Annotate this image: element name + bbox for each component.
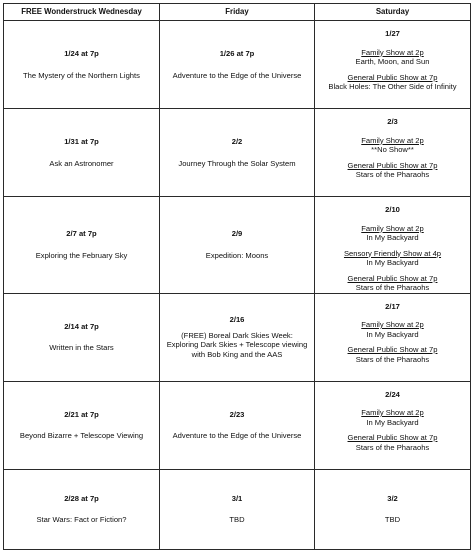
show-title: Stars of the Pharaohs <box>355 170 430 179</box>
show-title: In My Backyard <box>366 258 419 267</box>
show-item <box>320 136 465 155</box>
show-title: In My Backyard <box>366 233 419 242</box>
saturday-cell <box>315 469 471 549</box>
show-title: Stars of the Pharaohs <box>355 442 430 452</box>
saturday-cell <box>315 293 471 381</box>
friday-cell <box>160 197 315 294</box>
event-title: Expedition: Moons <box>205 250 269 260</box>
show-title: In My Backyard <box>366 329 419 339</box>
friday-cell <box>160 469 315 549</box>
table-row <box>4 381 471 469</box>
saturday-cell <box>315 109 471 197</box>
show-link[interactable]: General Public Show at 7p <box>347 72 438 82</box>
header-friday: Friday <box>160 4 315 21</box>
friday-cell <box>160 109 315 197</box>
show-item <box>320 274 465 293</box>
saturday-cell <box>315 21 471 109</box>
event-date: 3/2 <box>387 493 398 503</box>
header-row <box>4 4 471 21</box>
show-item <box>320 408 465 427</box>
event-date: 2/28 at 7p <box>64 493 99 503</box>
show-title: Black Holes: The Other Side of Infinity <box>328 82 457 91</box>
schedule-table <box>3 3 471 550</box>
event-date: 3/1 <box>231 493 243 503</box>
wednesday-cell <box>4 469 160 549</box>
event-date: 2/17 <box>385 301 400 311</box>
event-date: 2/10 <box>385 205 400 214</box>
saturday-cell <box>315 381 471 469</box>
event-title: Adventure to the Edge of the Universe <box>172 431 302 440</box>
wednesday-cell <box>4 197 160 294</box>
show-item <box>320 249 465 268</box>
friday-cell <box>160 293 315 381</box>
wednesday-cell <box>4 293 160 381</box>
event-date: 2/3 <box>387 117 398 126</box>
show-link[interactable]: Family Show at 2p <box>361 320 424 329</box>
event-title: Written in the Stars <box>49 343 114 352</box>
event-date: 2/7 at 7p <box>66 229 97 239</box>
event-title: Beyond Bizarre + Telescope Viewing <box>19 431 144 440</box>
show-link[interactable]: General Public Show at 7p <box>347 273 438 283</box>
saturday-cell <box>315 197 471 294</box>
show-link[interactable]: Sensory Friendly Show at 4p <box>343 248 442 258</box>
event-title: TBD <box>384 515 401 524</box>
event-date: 2/16 <box>229 315 245 324</box>
header-saturday: Saturday <box>315 4 471 21</box>
friday-cell <box>160 21 315 109</box>
table-row <box>4 293 471 381</box>
show-title: **No Show** <box>371 145 414 154</box>
show-title: Stars of the Pharaohs <box>355 283 430 292</box>
event-date: 1/26 at 7p <box>219 49 255 58</box>
event-title: Exploring the February Sky <box>35 250 128 260</box>
show-link[interactable]: Family Show at 2p <box>361 47 424 57</box>
show-link[interactable]: General Public Show at 7p <box>347 160 438 170</box>
show-link[interactable]: Family Show at 2p <box>361 135 424 145</box>
event-title: The Mystery of the Northern Lights <box>23 70 140 80</box>
show-item <box>320 224 465 243</box>
header-wednesday: FREE Wonderstruck Wednesday <box>4 4 160 21</box>
show-link[interactable]: General Public Show at 7p <box>347 345 438 354</box>
show-item <box>320 73 465 92</box>
event-title: Star Wars: Fact or Fiction? <box>36 515 127 524</box>
show-title: Earth, Moon, and Sun <box>355 57 430 66</box>
wednesday-cell <box>4 21 160 109</box>
event-title: Ask an Astronomer <box>49 158 114 168</box>
event-title: (FREE) Boreal Dark Skies Week: Exploring Dark Skies + Telescope viewing with Bob King and the AAS <box>166 330 308 359</box>
wednesday-cell <box>4 109 160 197</box>
show-link[interactable]: General Public Show at 7p <box>347 433 438 442</box>
show-item <box>320 345 465 364</box>
table-row <box>4 109 471 197</box>
event-date: 1/24 at 7p <box>64 49 99 58</box>
event-title: TBD <box>229 515 245 524</box>
show-item <box>320 320 465 339</box>
table-row <box>4 21 471 109</box>
table-row <box>4 469 471 549</box>
show-item <box>320 433 465 452</box>
event-date: 2/23 <box>229 409 245 419</box>
event-date: 1/31 at 7p <box>64 137 99 146</box>
friday-cell <box>160 381 315 469</box>
event-date: 2/21 at 7p <box>64 409 99 419</box>
event-title: Journey Through the Solar System <box>178 158 296 168</box>
show-item <box>320 48 465 67</box>
event-date: 2/24 <box>385 389 400 399</box>
event-date: 2/9 <box>231 229 243 239</box>
event-date: 1/27 <box>385 29 400 38</box>
event-date: 2/2 <box>231 137 243 146</box>
show-title: Stars of the Pharaohs <box>355 354 430 364</box>
show-title: In My Backyard <box>366 417 419 427</box>
event-date: 2/14 at 7p <box>64 321 99 331</box>
show-link[interactable]: Family Show at 2p <box>361 408 424 417</box>
wednesday-cell <box>4 381 160 469</box>
table-row <box>4 197 471 294</box>
show-item <box>320 161 465 180</box>
show-link[interactable]: Family Show at 2p <box>361 223 424 233</box>
event-title: Adventure to the Edge of the Universe <box>172 70 302 80</box>
